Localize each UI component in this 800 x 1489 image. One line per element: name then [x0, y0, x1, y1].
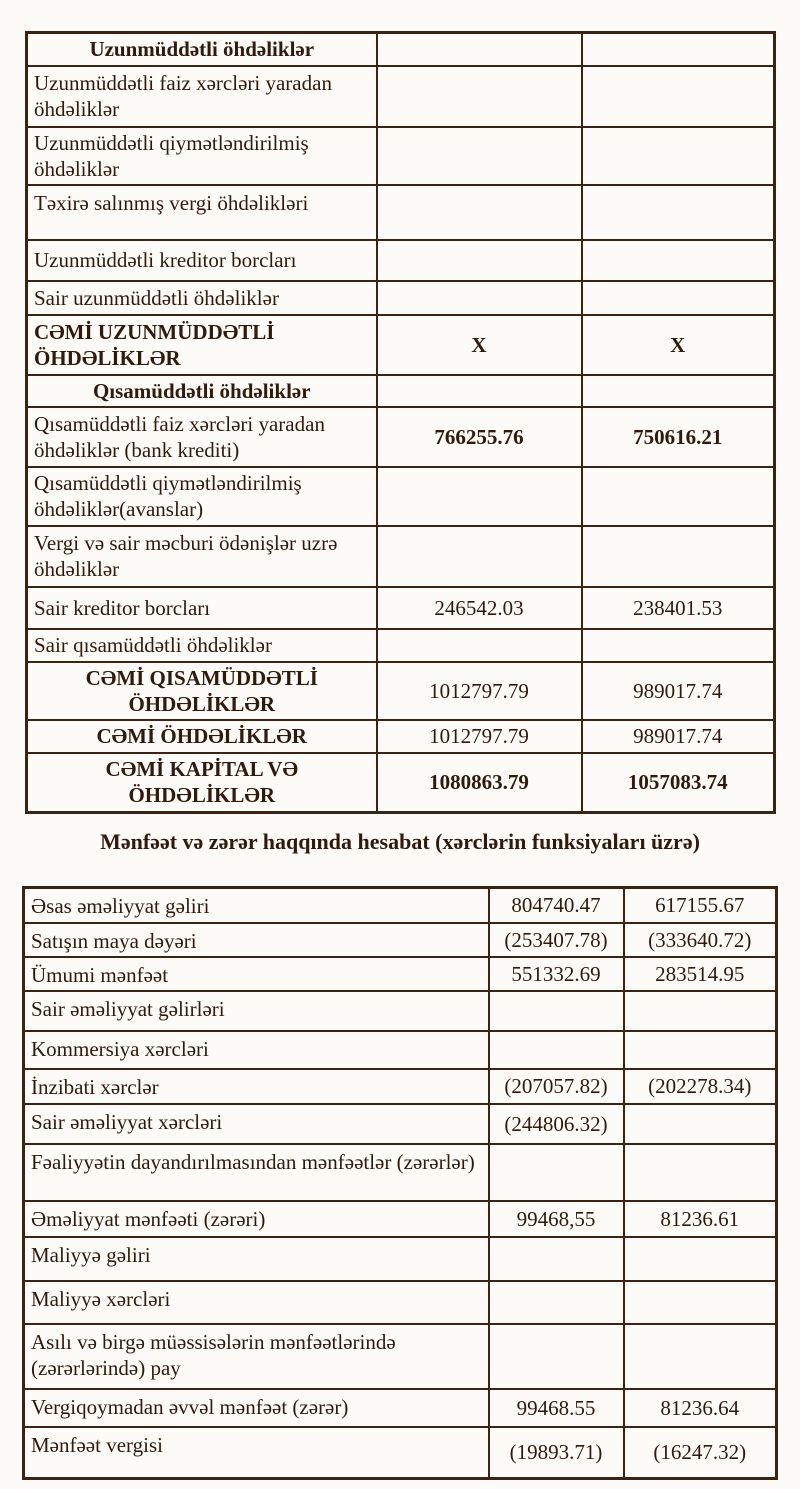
row-value-col2	[624, 1324, 777, 1389]
row-label: Maliyyə gəliri	[24, 1237, 489, 1281]
table-row	[24, 1031, 777, 1069]
row-label: Sair kreditor borcları	[27, 587, 377, 629]
row-value-col1	[489, 1324, 624, 1389]
row-label: Qısamüddətli öhdəliklər	[27, 375, 377, 407]
row-label: Qısamüddətli faiz xərcləri yaradan öhdəliklər (bank krediti)	[27, 407, 377, 467]
row-label: Uzunmüddətli kreditor borcları	[27, 240, 377, 281]
table-row	[24, 888, 777, 923]
table-row	[24, 1237, 777, 1281]
table-row	[27, 127, 775, 185]
table-row	[24, 1144, 777, 1201]
row-value-col1: (244806.32)	[489, 1104, 624, 1144]
row-value-col1: (19893.71)	[489, 1427, 624, 1479]
row-value-col2	[624, 1031, 777, 1069]
table-row	[24, 991, 777, 1031]
row-value-col1	[377, 526, 582, 587]
row-value-col1	[377, 185, 582, 240]
row-label: CƏMİ ÖHDƏLİKLƏR	[27, 720, 377, 753]
row-label: CƏMİ QISAMÜDDƏTLİ ÖHDƏLİKLƏR	[27, 662, 377, 720]
row-value-col2: 989017.74	[582, 720, 775, 753]
row-value-col2: (16247.32)	[624, 1427, 777, 1479]
table-row	[27, 720, 775, 753]
row-label: Maliyyə xərcləri	[24, 1281, 489, 1324]
row-value-col1: (253407.78)	[489, 923, 624, 957]
row-value-col1	[377, 467, 582, 526]
table-row	[27, 467, 775, 526]
row-value-col2: 989017.74	[582, 662, 775, 720]
table-row	[24, 957, 777, 991]
row-label: Uzunmüddətli qiymətləndirilmiş öhdəliklər	[27, 127, 377, 185]
row-label: Vergiqoymadan əvvəl mənfəət (zərər)	[24, 1389, 489, 1427]
row-label: Qısamüddətli qiymətləndirilmiş öhdəliklər(avanslar)	[27, 467, 377, 526]
row-label: Sair qısamüddətli öhdəliklər	[27, 629, 377, 662]
row-value-col1	[377, 66, 582, 127]
row-value-col2	[624, 1237, 777, 1281]
row-value-col1: 551332.69	[489, 957, 624, 991]
row-value-col2	[582, 281, 775, 315]
table-row	[24, 923, 777, 957]
row-label: Asılı və birgə müəssisələrin mənfəətlərində (zərərlərində) pay	[24, 1324, 489, 1389]
row-value-col1: 99468,55	[489, 1201, 624, 1237]
table-row	[24, 1201, 777, 1237]
table-row	[27, 33, 775, 66]
row-label: Uzunmüddətli faiz xərcləri yaradan öhdəliklər	[27, 66, 377, 127]
row-value-col1	[489, 1031, 624, 1069]
row-label: Mənfəət vergisi	[24, 1427, 489, 1479]
row-value-col2	[582, 185, 775, 240]
row-value-col1	[377, 629, 582, 662]
row-label: Sair uzunmüddətli öhdəliklər	[27, 281, 377, 315]
table-row	[27, 185, 775, 240]
row-value-col2	[582, 375, 775, 407]
row-value-col2: 1057083.74	[582, 753, 775, 813]
row-label: CƏMİ UZUNMÜDDƏTLİ ÖHDƏLİKLƏR	[27, 315, 377, 375]
row-label: CƏMİ KAPİTAL VƏ ÖHDƏLİKLƏR	[27, 753, 377, 813]
row-value-col1	[489, 1237, 624, 1281]
row-value-col2	[582, 240, 775, 281]
table-row	[27, 407, 775, 467]
table-row	[24, 1104, 777, 1144]
row-value-col1: (207057.82)	[489, 1069, 624, 1104]
table-row	[27, 662, 775, 720]
row-label: Sair əməliyyat gəlirləri	[24, 991, 489, 1031]
row-value-col2	[582, 127, 775, 185]
balance-sheet-rows	[27, 33, 775, 813]
row-value-col2: 81236.64	[624, 1389, 777, 1427]
row-value-col1: 766255.76	[377, 407, 582, 467]
row-value-col2: X	[582, 315, 775, 375]
table-row	[27, 629, 775, 662]
row-value-col2	[582, 526, 775, 587]
table-row	[24, 1069, 777, 1104]
row-value-col1: 1012797.79	[377, 662, 582, 720]
row-value-col1: X	[377, 315, 582, 375]
table-row	[27, 240, 775, 281]
row-value-col1	[489, 991, 624, 1031]
row-label: Ümumi mənfəət	[24, 957, 489, 991]
row-label: Fəaliyyətin dayandırılmasından mənfəətlər (zərərlər)	[24, 1144, 489, 1201]
row-label: Təxirə salınmış vergi öhdəlikləri	[27, 185, 377, 240]
row-label: Kommersiya xərcləri	[24, 1031, 489, 1069]
row-label: Əsas əməliyyat gəliri	[24, 888, 489, 923]
row-value-col2	[624, 991, 777, 1031]
row-value-col2	[624, 1144, 777, 1201]
row-value-col1	[377, 240, 582, 281]
row-value-col2	[624, 1104, 777, 1144]
table-row	[24, 1389, 777, 1427]
row-value-col2: (333640.72)	[624, 923, 777, 957]
row-value-col2: 283514.95	[624, 957, 777, 991]
row-label: Əməliyyat mənfəəti (zərəri)	[24, 1201, 489, 1237]
table-row	[27, 281, 775, 315]
row-value-col1: 804740.47	[489, 888, 624, 923]
income-statement-table	[22, 886, 778, 1480]
table-row	[24, 1281, 777, 1324]
row-value-col2: 750616.21	[582, 407, 775, 467]
row-value-col2: (202278.34)	[624, 1069, 777, 1104]
row-value-col1	[377, 375, 582, 407]
row-value-col2	[582, 66, 775, 127]
table-row	[27, 753, 775, 813]
table-row	[27, 587, 775, 629]
row-value-col1	[377, 33, 582, 66]
row-value-col1	[489, 1144, 624, 1201]
row-value-col1: 1080863.79	[377, 753, 582, 813]
row-value-col2	[624, 1281, 777, 1324]
table-row	[24, 1324, 777, 1389]
table-row	[27, 526, 775, 587]
row-label: Sair əməliyyat xərcləri	[24, 1104, 489, 1144]
row-value-col1	[377, 281, 582, 315]
row-value-col1	[489, 1281, 624, 1324]
row-value-col1: 99468.55	[489, 1389, 624, 1427]
row-value-col1: 1012797.79	[377, 720, 582, 753]
table-row	[27, 66, 775, 127]
income-statement-title: Mənfəət və zərər haqqında hesabat (xərclərin funksiyaları üzrə)	[100, 829, 700, 854]
row-value-col2: 617155.67	[624, 888, 777, 923]
row-value-col2: 81236.61	[624, 1201, 777, 1237]
table-row	[27, 375, 775, 407]
row-label: İnzibati xərclər	[24, 1069, 489, 1104]
row-value-col2: 238401.53	[582, 587, 775, 629]
row-label: Vergi və sair məcburi ödənişlər uzrə öhdəliklər	[27, 526, 377, 587]
row-value-col2	[582, 33, 775, 66]
row-label: Satışın maya dəyəri	[24, 923, 489, 957]
row-value-col1	[377, 127, 582, 185]
table-row	[27, 315, 775, 375]
row-value-col2	[582, 629, 775, 662]
table-row	[24, 1427, 777, 1479]
balance-sheet-liabilities-table	[25, 31, 776, 814]
income-statement-rows	[24, 888, 777, 1479]
row-value-col1: 246542.03	[377, 587, 582, 629]
row-value-col2	[582, 467, 775, 526]
row-label: Uzunmüddətli öhdəliklər	[27, 33, 377, 66]
